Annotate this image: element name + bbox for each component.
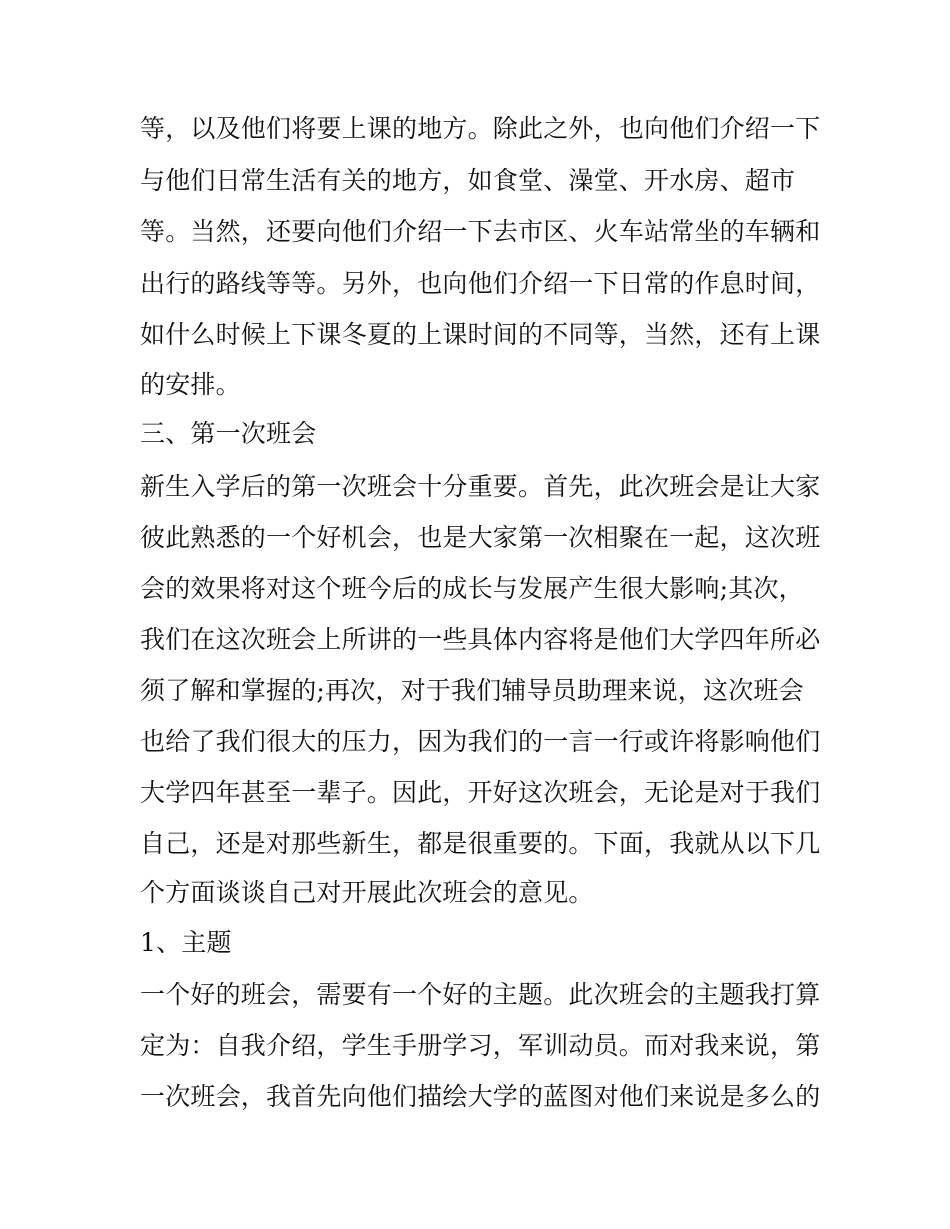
text-line: 一个好的班会，需要有一个好的主题。此次班会的主题我打算: [140, 980, 821, 1009]
text-line: 大学四年甚至一辈子。因此，开好这次班会，无论是对于我们: [140, 778, 821, 807]
text-line: 如什么时候上下课冬夏的上课时间的不同等，当然，还有上课: [140, 320, 821, 349]
text-line: 等。当然，还要向他们介绍一下去市区、火车站常坐的车辆和: [140, 217, 821, 246]
text-line: 定为：自我介绍，学生手册学习，军训动员。而对我来说，第: [140, 1031, 821, 1060]
text-line: 出行的路线等等。另外，也向他们介绍一下日常的作息时间，: [140, 269, 821, 298]
text-line: 我们在这次班会上所讲的一些具体内容将是他们大学四年所必: [140, 625, 821, 654]
text-line: 也给了我们很大的压力，因为我们的一言一行或许将影响他们: [140, 727, 821, 756]
text-line: 个方面谈谈自己对开展此次班会的意见。: [140, 878, 594, 907]
text-line: 会的效果将对这个班今后的成长与发展产生很大影响;其次，: [140, 574, 804, 603]
text-line: 新生入学后的第一次班会十分重要。首先，此次班会是让大家: [140, 472, 821, 501]
section-heading: 三、第一次班会: [140, 419, 317, 448]
subsection-heading: 1、主题: [140, 928, 232, 957]
text-line: 与他们日常生活有关的地方，如食堂、澡堂、开水房、超市: [140, 166, 796, 195]
text-line: 须了解和掌握的;再次，对于我们辅导员助理来说，这次班会: [140, 676, 804, 705]
text-line: 等，以及他们将要上课的地方。除此之外，也向他们介绍一下: [140, 114, 821, 143]
text-line: 彼此熟悉的一个好机会，也是大家第一次相聚在一起，这次班: [140, 523, 821, 552]
text-line: 自己，还是对那些新生，都是很重要的。下面，我就从以下几: [140, 829, 821, 858]
text-line: 一次班会，我首先向他们描绘大学的蓝图对他们来说是多么的: [140, 1082, 821, 1111]
text-line: 的安排。: [140, 370, 241, 399]
